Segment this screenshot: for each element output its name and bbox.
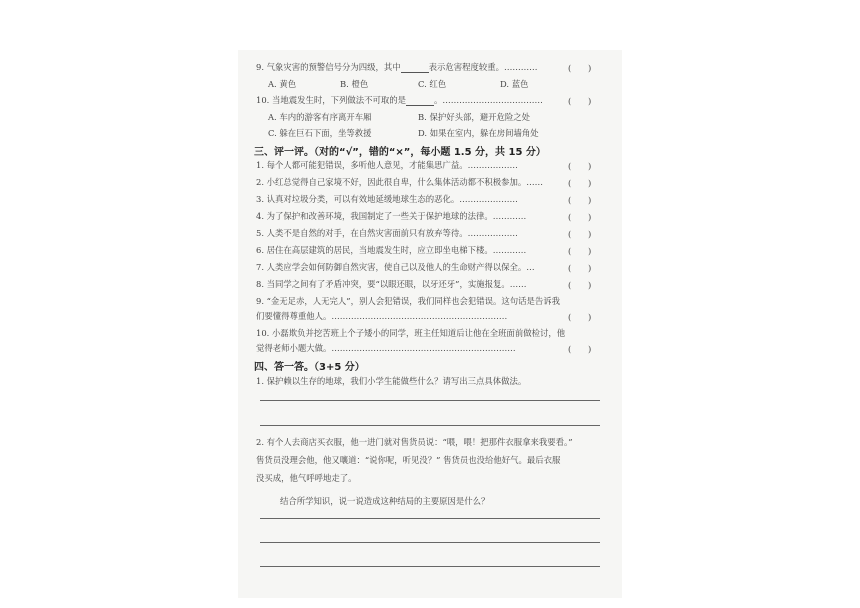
s3-item-9-line2: 们要懂得尊重他人。……………………………………………………… — [256, 311, 508, 321]
q9-blank — [401, 64, 429, 73]
section4-heading: 四、答一答。（3+5 分） — [254, 362, 365, 373]
q9-option-a: A. 黄色 — [268, 79, 297, 89]
q9-option-b: B. 橙色 — [340, 79, 369, 89]
q10-option-c: C. 躲在巨石下面，坐等救援 — [268, 128, 372, 138]
s4-q2-answer-line-2[interactable] — [260, 542, 600, 543]
s3-item-2: 2. 小红总觉得自己家境不好，因此很自卑，什么集体活动都不积极参加。…… — [256, 177, 544, 187]
q9-stem-b: 表示危害程度较重。………… — [428, 62, 538, 72]
q10-option-d: D. 如果在室内，躲在房间墙角处 — [418, 128, 539, 138]
s3-item-9-paren: ( ) — [568, 312, 592, 322]
s3-item-4: 4. 为了保护和改善环境，我国制定了一些关于保护地球的法律。………… — [256, 211, 527, 221]
q9-option-c: C. 红色 — [418, 79, 447, 89]
s3-item-6: 6. 居住在高层建筑的居民，当地震发生时，应立即坐电梯下楼。………… — [256, 245, 527, 255]
s3-item-9-line1: 9. “金无足赤，人无完人”，别人会犯错误，我们同样也会犯错误。这句话是告诉我 — [256, 296, 560, 306]
q10-option-b: B. 保护好头部，避开危险之处 — [418, 112, 530, 122]
q9-stem — [256, 62, 538, 73]
section3-heading: 三、评一评。（对的“√”，错的“×”，每小题 1.5 分，共 15 分） — [254, 147, 546, 158]
s3-item-2-paren: ( ) — [568, 178, 592, 188]
s3-item-3-paren: ( ) — [568, 195, 592, 205]
s3-item-10-line2: 觉得老师小题大做。………………………………………………………… — [256, 343, 516, 353]
s3-item-8: 8. 当同学之间有了矛盾冲突，要“以眼还眼，以牙还牙”，实施报复。…… — [256, 279, 527, 289]
q9-option-d: D. 蓝色 — [500, 79, 529, 89]
s3-item-8-paren: ( ) — [568, 280, 592, 290]
s4-q2-prompt: 结合所学知识，说一说造成这种结局的主要原因是什么？ — [280, 496, 490, 506]
q10-blank — [406, 97, 434, 106]
q10-option-a: A. 车内的游客有序离开车厢 — [268, 112, 372, 122]
s3-item-1: 1. 每个人都可能犯错误，多听他人意见，才能集思广益。……………… — [256, 160, 518, 170]
s3-item-6-paren: ( ) — [568, 246, 592, 256]
s3-item-1-paren: ( ) — [568, 161, 592, 171]
q9-stem-a: 9. 气象灾害的预警信号分为四级，其中 — [256, 62, 401, 72]
s3-item-5: 5. 人类不是自然的对手，在自然灾害面前只有放弃等待。……………… — [256, 228, 518, 238]
s4-q2-line1: 2. 有个人去商店买衣服，他一进门就对售货员说：“喂，喂！把那件衣服拿来我要看。” — [256, 437, 573, 447]
s3-item-5-paren: ( ) — [568, 229, 592, 239]
q10-stem-b: 。……………………………… — [433, 95, 543, 105]
s4-q1: 1. 保护赖以生存的地球，我们小学生能做些什么？请写出三点具体做法。 — [256, 376, 527, 386]
q10-answer-paren: ( ) — [568, 96, 592, 106]
q9-answer-paren: ( ) — [568, 63, 592, 73]
s4-q2-line3: 没买成，他气呼呼地走了。 — [256, 473, 357, 483]
q10-stem-a: 10. 当地震发生时，下列做法不可取的是 — [256, 95, 406, 105]
s3-item-10-line1: 10. 小磊欺负并挖苦班上个子矮小的同学，班主任知道后让他在全班面前做检讨，他 — [256, 328, 566, 338]
s3-item-7-paren: ( ) — [568, 263, 592, 273]
s3-item-10-paren: ( ) — [568, 344, 592, 354]
s3-item-7: 7. 人类应学会如何防御自然灾害，使自己以及他人的生命财产得以保全。… — [256, 262, 535, 272]
s4-q2-answer-line-3[interactable] — [260, 566, 600, 567]
s4-q2-line2: 售货员没理会他，他又嚷道：“说你呢，听见没？” 售货员也没给他好气。最后衣服 — [256, 455, 561, 465]
s3-item-4-paren: ( ) — [568, 212, 592, 222]
exam-page — [238, 50, 622, 598]
s4-q1-answer-line-1[interactable] — [260, 400, 600, 401]
s3-item-3: 3. 认真对垃圾分类，可以有效地延缓地球生态的恶化。………………… — [256, 194, 518, 204]
q10-stem — [256, 95, 543, 106]
s4-q1-answer-line-2[interactable] — [260, 425, 600, 426]
s4-q2-answer-line-1[interactable] — [260, 518, 600, 519]
